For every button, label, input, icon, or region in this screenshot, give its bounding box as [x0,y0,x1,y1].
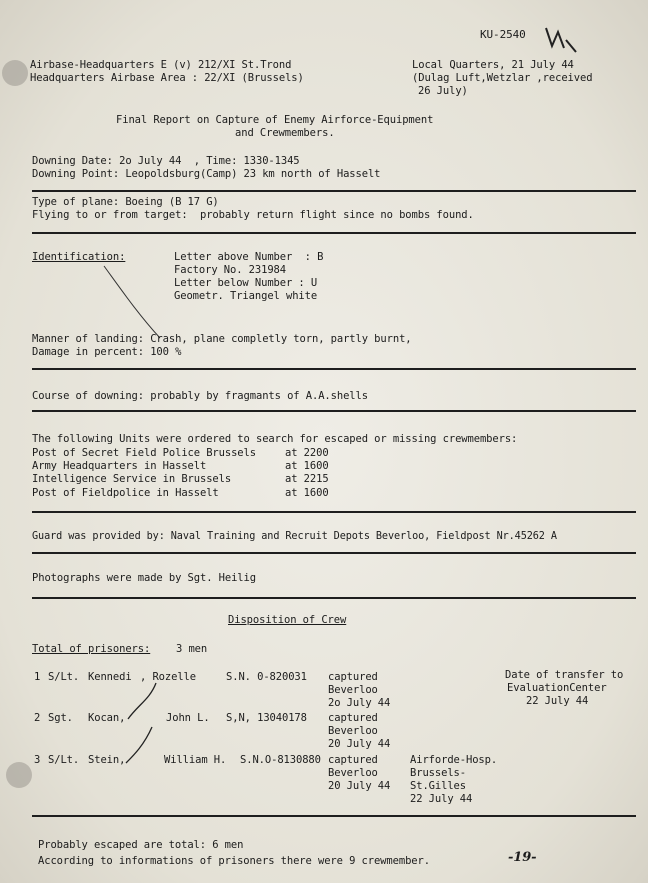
search-time: at 1600 [285,487,329,499]
crew-status: captured [328,754,378,766]
search-unit: Intelligence Service in Brussels [32,473,232,485]
search-unit: Army Headquarters in Hasselt [32,460,207,472]
crew-status: 2o July 44 [328,697,391,709]
downing-point: Downing Point: Leopoldsburg(Camp) 23 km north of Hasselt [32,168,381,180]
search-time: at 2200 [285,447,329,459]
header-right-line1: Local Quarters, 21 July 44 [412,59,574,71]
crew-service-number: S.N.O-8130880 [240,754,321,766]
crew-status: captured [328,712,378,724]
flight-target: Flying to or from target: probably return flight since no bombs found. [32,209,474,221]
crew-firstname: , Rozelle [140,671,196,683]
search-unit: Post of Secret Field Police Brussels [32,447,256,459]
hospital-line: Brussels- [410,767,466,779]
damage-percent: Damage in percent: 100 % [32,346,182,358]
archive-number: KU-2540 [480,28,526,41]
crew-firstname: John L. [166,712,210,724]
hospital-line: 22 July 44 [410,793,473,805]
pencil-mark-icon [104,665,174,775]
guard-provided: Guard was provided by: Naval Training and Recruit Depots Beverloo, Fieldpost Nr.45262 A [32,531,557,542]
crew-status: 20 July 44 [328,780,391,792]
header-left-line1: Airbase-Headquarters E (v) 212/XI St.Trond [30,59,292,71]
identification-label: Identification: [32,251,126,263]
informations-line: According to informations of prisoners there were 9 crewmember. [38,855,430,867]
crew-status: Beverloo [328,725,378,737]
divider [32,410,636,412]
header-right-line2: (Dulag Luft,Wetzlar ,received [412,72,593,84]
page-mark: -19- [508,850,537,865]
crew-rank: S/Lt. [48,754,80,766]
course-of-downing: Course of downing: probably by fragmants of A.A.shells [32,390,368,402]
crew-surname: Stein, [88,754,126,766]
landing-manner: Manner of landing: Crash, plane completly torn, partly burnt, [32,333,412,345]
report-subtitle: and Crewmembers. [235,127,335,139]
crew-number: 3 [34,754,41,766]
hospital-line: Airforde-Hosp. [410,754,498,766]
total-prisoners-label: Total of prisoners: [32,643,151,655]
plane-type: Type of plane: Boeing (B 17 G) [32,196,219,208]
crew-service-number: S,N, 13040178 [226,712,307,724]
search-intro: The following Units were ordered to search for escaped or missing crewmembers: [32,433,518,445]
divider [32,190,636,192]
header-right-line3: 26 July) [418,85,468,97]
punch-hole-top [2,60,28,86]
crew-rank: S/Lt. [48,671,80,683]
disposition-heading: Disposition of Crew [228,614,347,626]
report-title: Final Report on Capture of Enemy Airforce-Equipment [116,114,434,126]
identification-line: Factory No. 231984 [174,264,286,276]
divider [32,552,636,554]
transfer-note-line3: 22 July 44 [526,695,589,707]
transfer-note-line2: EvaluationCenter [507,682,607,694]
crew-firstname: William H. [164,754,227,766]
divider [32,815,636,817]
crew-status: 20 July 44 [328,738,391,750]
identification-line: Letter below Number : U [174,277,318,289]
divider [32,511,636,513]
transfer-note-line1: Date of transfer to [505,669,624,681]
search-time: at 1600 [285,460,329,472]
divider [32,368,636,370]
pencil-mark-icon [100,262,170,342]
crew-status: Beverloo [328,684,378,696]
escaped-total: Probably escaped are total: 6 men [38,839,244,851]
divider [32,597,636,599]
identification-line: Geometr. Triangel white [174,290,318,302]
crew-status: captured [328,671,378,683]
downing-date: Downing Date: 2o July 44 , Time: 1330-1345 [32,155,300,167]
crew-rank: Sgt. [48,712,73,724]
crew-service-number: S.N. 0-820031 [226,671,307,683]
header-left-line2: Headquarters Airbase Area : 22/XI (Brussels) [30,72,304,84]
identification-line: Letter above Number : B [174,251,324,263]
crew-surname: Kennedi [88,671,132,683]
hospital-line: St.Gilles [410,780,466,792]
crew-number: 2 [34,712,41,724]
photographs-line: Photographs were made by Sgt. Heilig [32,572,256,584]
search-time: at 2215 [285,473,329,485]
divider [32,232,636,234]
crew-surname: Kocan, [88,712,126,724]
punch-hole-bottom [6,762,32,788]
total-prisoners-value: 3 men [176,643,208,655]
crew-number: 1 [34,671,41,683]
handwritten-scribble-icon [542,22,582,56]
crew-status: Beverloo [328,767,378,779]
search-unit: Post of Fieldpolice in Hasselt [32,487,219,499]
